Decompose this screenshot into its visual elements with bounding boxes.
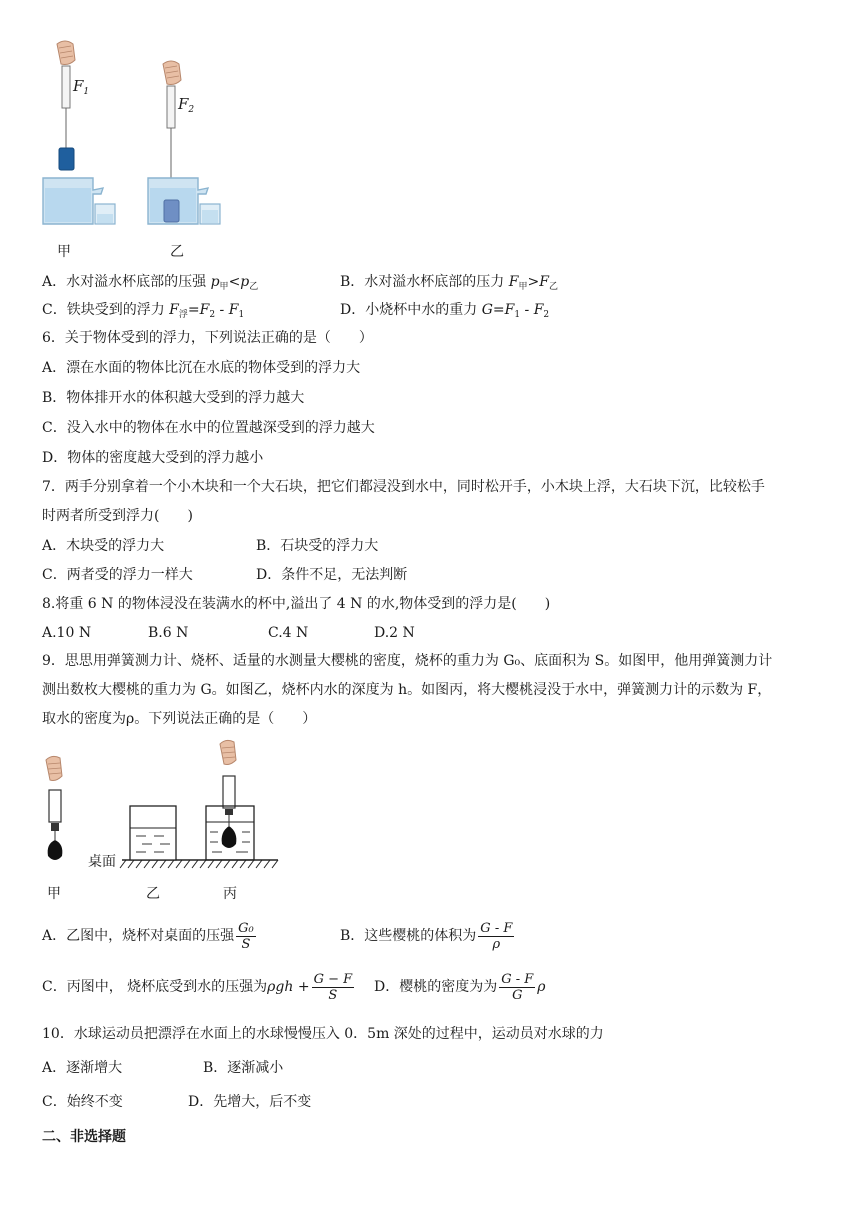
spring-scale-jia <box>49 790 61 822</box>
q6-option-a[interactable]: A．漂在水面的物体比沉在水底的物体受到的浮力大 <box>42 360 361 376</box>
fig-label-jia-q9: 甲 <box>47 886 61 902</box>
fig-label-bing: 丙 <box>223 886 237 902</box>
q9-stem-line1: 9．思思用弹簧测力计、烧杯、适量的水测量大樱桃的密度，烧杯的重力为 G₀、底面积为 S。如图甲，他用弹簧测力计 <box>42 653 773 669</box>
iron-block-yi <box>164 200 179 222</box>
fraction: $\frac{\text{G₀}}{S}$ <box>238 920 254 952</box>
q7-option-d[interactable]: D．条件不足，无法判断 <box>256 567 408 583</box>
q9-stem-line2: 测出数枚大樱桃的重力为 G。如图乙，烧杯内水的深度为 h。如图丙，将大樱桃浸没于水中，弹簧测力计的示数为 F， <box>42 682 772 698</box>
hand-icon <box>46 756 62 780</box>
q6-option-d[interactable]: D．物体的密度越大受到的浮力越小 <box>42 450 264 466</box>
iron-block-jia <box>59 148 74 170</box>
q10-option-b[interactable]: B．逐渐减小 <box>203 1060 284 1076</box>
q10-option-a[interactable]: A．逐渐增大 <box>42 1060 123 1076</box>
q9-option-a[interactable]: A．乙图中，烧杯对桌面的压强 $\frac{\text{G₀}}{S}$ <box>42 920 254 952</box>
q6-option-c[interactable]: C．没入水中的物体在水中的位置越深受到的浮力越大 <box>42 420 375 436</box>
q8-option-d[interactable]: D.2 N <box>374 625 415 641</box>
fig-label-yi-q9: 乙 <box>146 886 160 902</box>
fig-label-yi: 乙 <box>170 244 184 260</box>
q8-option-b[interactable]: B.6 N <box>148 625 189 641</box>
spring-scale-jia <box>62 66 70 108</box>
fig-label-jia: 甲 <box>57 244 71 260</box>
q5-option-b[interactable]: B．水对溢水杯底部的压力 $F_甲>F_乙$ <box>340 274 558 292</box>
f2-label: $F_2$ <box>178 95 195 115</box>
q10-option-c[interactable]: C．始终不变 <box>42 1094 123 1110</box>
fraction: $\frac{G - F}{G}$ <box>501 971 534 1003</box>
q9-option-c[interactable]: C．丙图中， 烧杯底受到水的压强为ρgh + $\frac{G - F}{S}$ <box>42 971 353 1003</box>
q10-option-d[interactable]: D．先增大，后不变 <box>188 1094 312 1110</box>
q8-stem: 8.将重 6 N 的物体浸没在装满水的杯中,溢出了 4 N 的水,物体受到的浮力是( ) <box>42 596 551 612</box>
q9-figure <box>40 740 280 880</box>
q7-stem-line1: 7．两手分别拿着一个小木块和一个大石块，把它们都浸没到水中，同时松开手，小木块上浮，大石块下沉，比较松手 <box>42 479 765 495</box>
q7-stem-line2: 时两者所受到浮力( ) <box>42 508 193 524</box>
hand-icon <box>163 61 181 85</box>
q5-option-a[interactable]: A．水对溢水杯底部的压强 $p_甲<p_乙$ <box>42 274 259 292</box>
hand-icon <box>220 740 236 764</box>
spring-scale-bing <box>223 776 235 808</box>
q5-option-c[interactable]: C．铁块受到的浮力 $F_浮=F_2 - F_1$ <box>42 302 245 320</box>
q8-option-c[interactable]: C.4 N <box>268 625 309 641</box>
cherries-jia <box>48 840 63 860</box>
q5-figure <box>35 38 235 228</box>
q5-option-d[interactable]: D．小烧杯中水的重力 $G=F_1 - F_2$ <box>340 302 550 320</box>
q7-option-b[interactable]: B．石块受的浮力大 <box>256 538 379 554</box>
q6-option-b[interactable]: B．物体排开水的体积越大受到的浮力越大 <box>42 390 305 406</box>
q9-option-d[interactable]: D．樱桃的密度为为 $\frac{G - F}{G}$ ρ <box>374 971 546 1003</box>
q8-option-a[interactable]: A.10 N <box>42 625 92 641</box>
fig-label-desk: 桌面 <box>88 854 116 870</box>
spring-scale-yi <box>167 86 175 128</box>
section-heading: 二、非选择题 <box>42 1129 126 1145</box>
f1-label: $F_1$ <box>73 77 90 97</box>
q9-option-b[interactable]: B．这些樱桃的体积为 $\frac{G - F}{\rho}$ <box>340 920 513 952</box>
cherries-bing <box>222 826 237 848</box>
fraction: $\frac{G - F}{\rho}$ <box>480 920 513 952</box>
q7-option-c[interactable]: C．两者受的浮力一样大 <box>42 567 193 583</box>
hand-icon <box>57 41 75 65</box>
q7-option-a[interactable]: A．木块受的浮力大 <box>42 538 165 554</box>
q9-stem-line3: 取水的密度为ρ。下列说法正确的是（ ） <box>42 711 317 727</box>
q10-stem: 10．水球运动员把漂浮在水面上的水球慢慢压入 0．5m 深处的过程中，运动员对水球的力 <box>42 1026 604 1042</box>
fraction: $\frac{G - F}{S}$ <box>313 971 353 1003</box>
q6-stem: 6．关于物体受到的浮力，下列说法正确的是（ ） <box>42 330 373 346</box>
